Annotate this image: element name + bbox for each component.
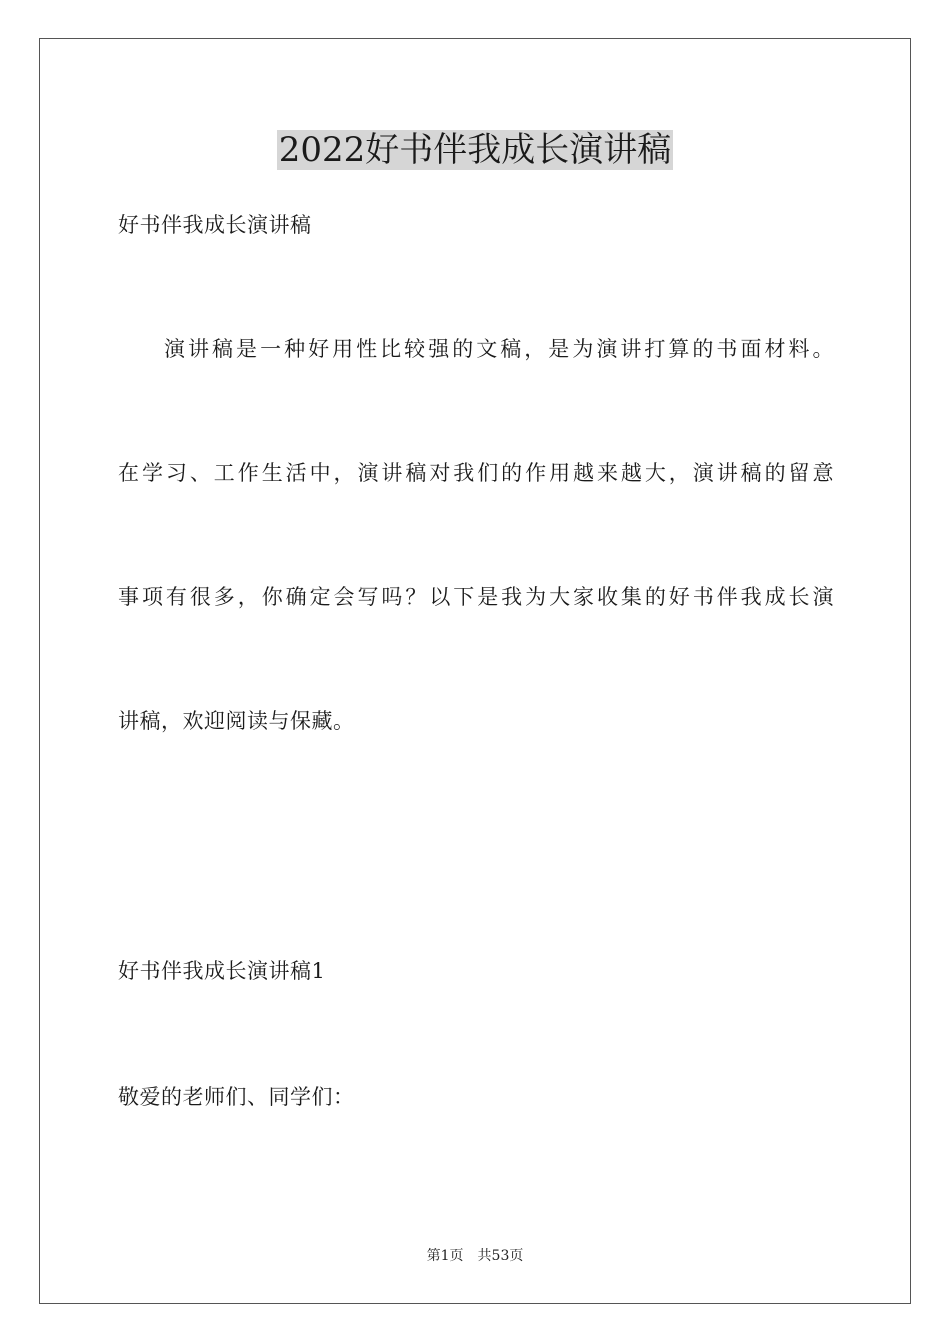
document-title-text: 2022好书伴我成长演讲稿 xyxy=(278,130,672,170)
intro-line-3: 事项有很多，你确定会写吗？以下是我为大家收集的好书伴我成长演 xyxy=(118,585,834,609)
intro-line-2: 在学习、工作生活中，演讲稿对我们的作用越来越大，演讲稿的留意 xyxy=(118,461,834,485)
salutation: 敬爱的老师们、同学们： xyxy=(118,1085,355,1109)
section-heading: 好书伴我成长演讲稿1 xyxy=(118,959,326,983)
page-total: 共53页 xyxy=(477,1248,524,1264)
intro-line-4: 讲稿，欢迎阅读与保藏。 xyxy=(118,709,355,733)
intro-line-1: 演讲稿是一种好用性比较强的文稿，是为演讲打算的书面材料。 xyxy=(164,337,834,361)
document-subtitle: 好书伴我成长演讲稿 xyxy=(118,213,312,237)
document-title xyxy=(0,126,950,174)
page-number: 第1页 xyxy=(426,1248,464,1264)
page-footer xyxy=(0,1246,950,1266)
